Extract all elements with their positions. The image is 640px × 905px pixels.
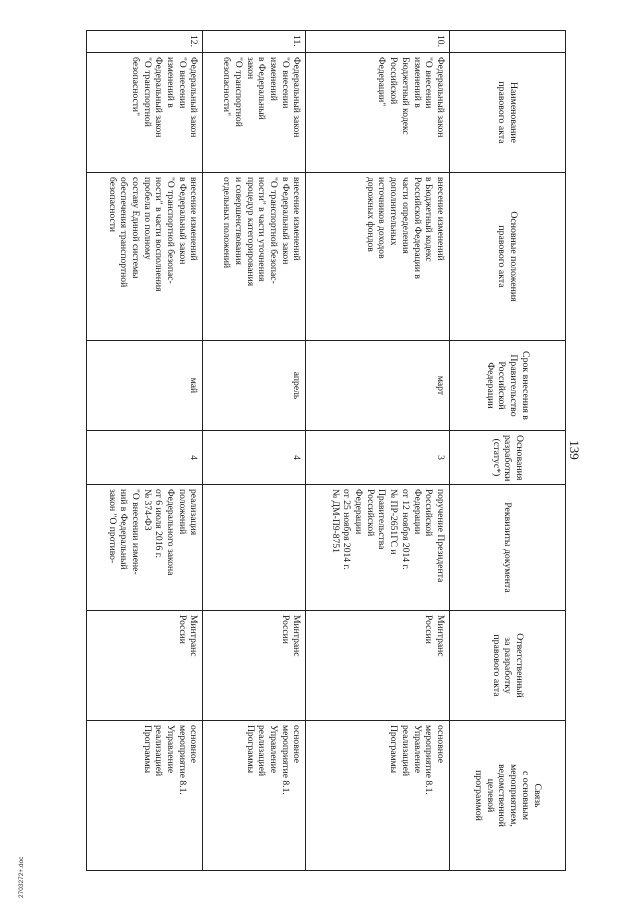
header-responsible: Ответственный за разработку правового акта <box>450 611 566 721</box>
header-requisites: Реквизиты документа <box>450 485 566 611</box>
provisions-cell: внесение изменений в Бюджетный кодекс Российской Федерации в части определения дополнительных источников доходов дорожных фондов <box>306 173 450 341</box>
basis-cell: 4 <box>87 431 204 485</box>
header-number <box>450 31 566 53</box>
header-main-provisions: Основные положения правового акта <box>450 173 566 341</box>
header-act-name: Наименование правового акта <box>450 53 566 173</box>
program-link-cell: основное мероприятие 8.1. Управление реализацией Программы <box>306 721 450 871</box>
legal-acts-table <box>86 30 566 871</box>
basis-cell: 3 <box>306 431 450 485</box>
requisites-cell: поручение Президента Российской Федерации от 12 ноября 2014 г. № ПР-2651ГС и Правительства Российской Федерации от 25 ноября 2014 г. № ДМ-П9-8751 <box>306 485 450 611</box>
header-program-link: Связь с основным мероприятием, ведомственной целевой программой <box>450 721 566 871</box>
deadline-cell: май <box>87 341 204 431</box>
requisites-cell <box>203 485 306 611</box>
deadline-cell: март <box>306 341 450 431</box>
program-link-cell: основное мероприятие 8.1. Управление реализацией Программы <box>87 721 204 871</box>
requisites-cell: реализация положений Федерального закона от 6 июля 2016 г. № 374-ФЗ "О внесении измене- ний в Федеральный закон "О противо- <box>87 485 204 611</box>
row-number: 11. <box>203 31 306 53</box>
table-row <box>306 31 450 871</box>
responsible-cell: Минтранс России <box>306 611 450 721</box>
provisions-cell: внесение изменений в Федеральный закон "О транспортной безопас- ности" в части уточнения процедур категорирования и совершенствования отдельных положений <box>203 173 306 341</box>
act-name-cell: Федеральный закон "О внесении изменений в Федеральный закон "О транспортной безопасности" <box>87 53 204 173</box>
rotated-page <box>70 30 590 870</box>
responsible-cell: Минтранс России <box>87 611 204 721</box>
act-name-cell: Федеральный закон "О внесении изменений в Бюджетный кодекс Российской Федерации" <box>306 53 450 173</box>
act-name-cell: Федеральный закон "О внесении изменений в Федеральный закон "О транспортной безопасности" <box>203 53 306 173</box>
header-basis: Основания разработки (статус*) <box>450 431 566 485</box>
table-row <box>87 31 204 871</box>
row-number: 12. <box>87 31 204 53</box>
row-number: 10. <box>306 31 450 53</box>
table-header-row <box>450 31 566 871</box>
responsible-cell: Минтранс России <box>203 611 306 721</box>
page-number: 139 <box>567 440 582 460</box>
deadline-cell: апрель <box>203 341 306 431</box>
basis-cell: 4 <box>203 431 306 485</box>
program-link-cell: основное мероприятие 8.1. Управление реализацией Программы <box>203 721 306 871</box>
file-name-label <box>18 856 32 898</box>
header-deadline: Срок внесения в Правительство Российской Федерации <box>450 341 566 431</box>
table-row <box>203 31 306 871</box>
file-name-text: 2703272+.doc <box>18 856 25 898</box>
provisions-cell: внесение изменений в Федеральный закон "О транспортной безопас- ности" в части восполнения пробела по полному составу Единой системы обеспечения транспортной безопасности <box>87 173 204 341</box>
